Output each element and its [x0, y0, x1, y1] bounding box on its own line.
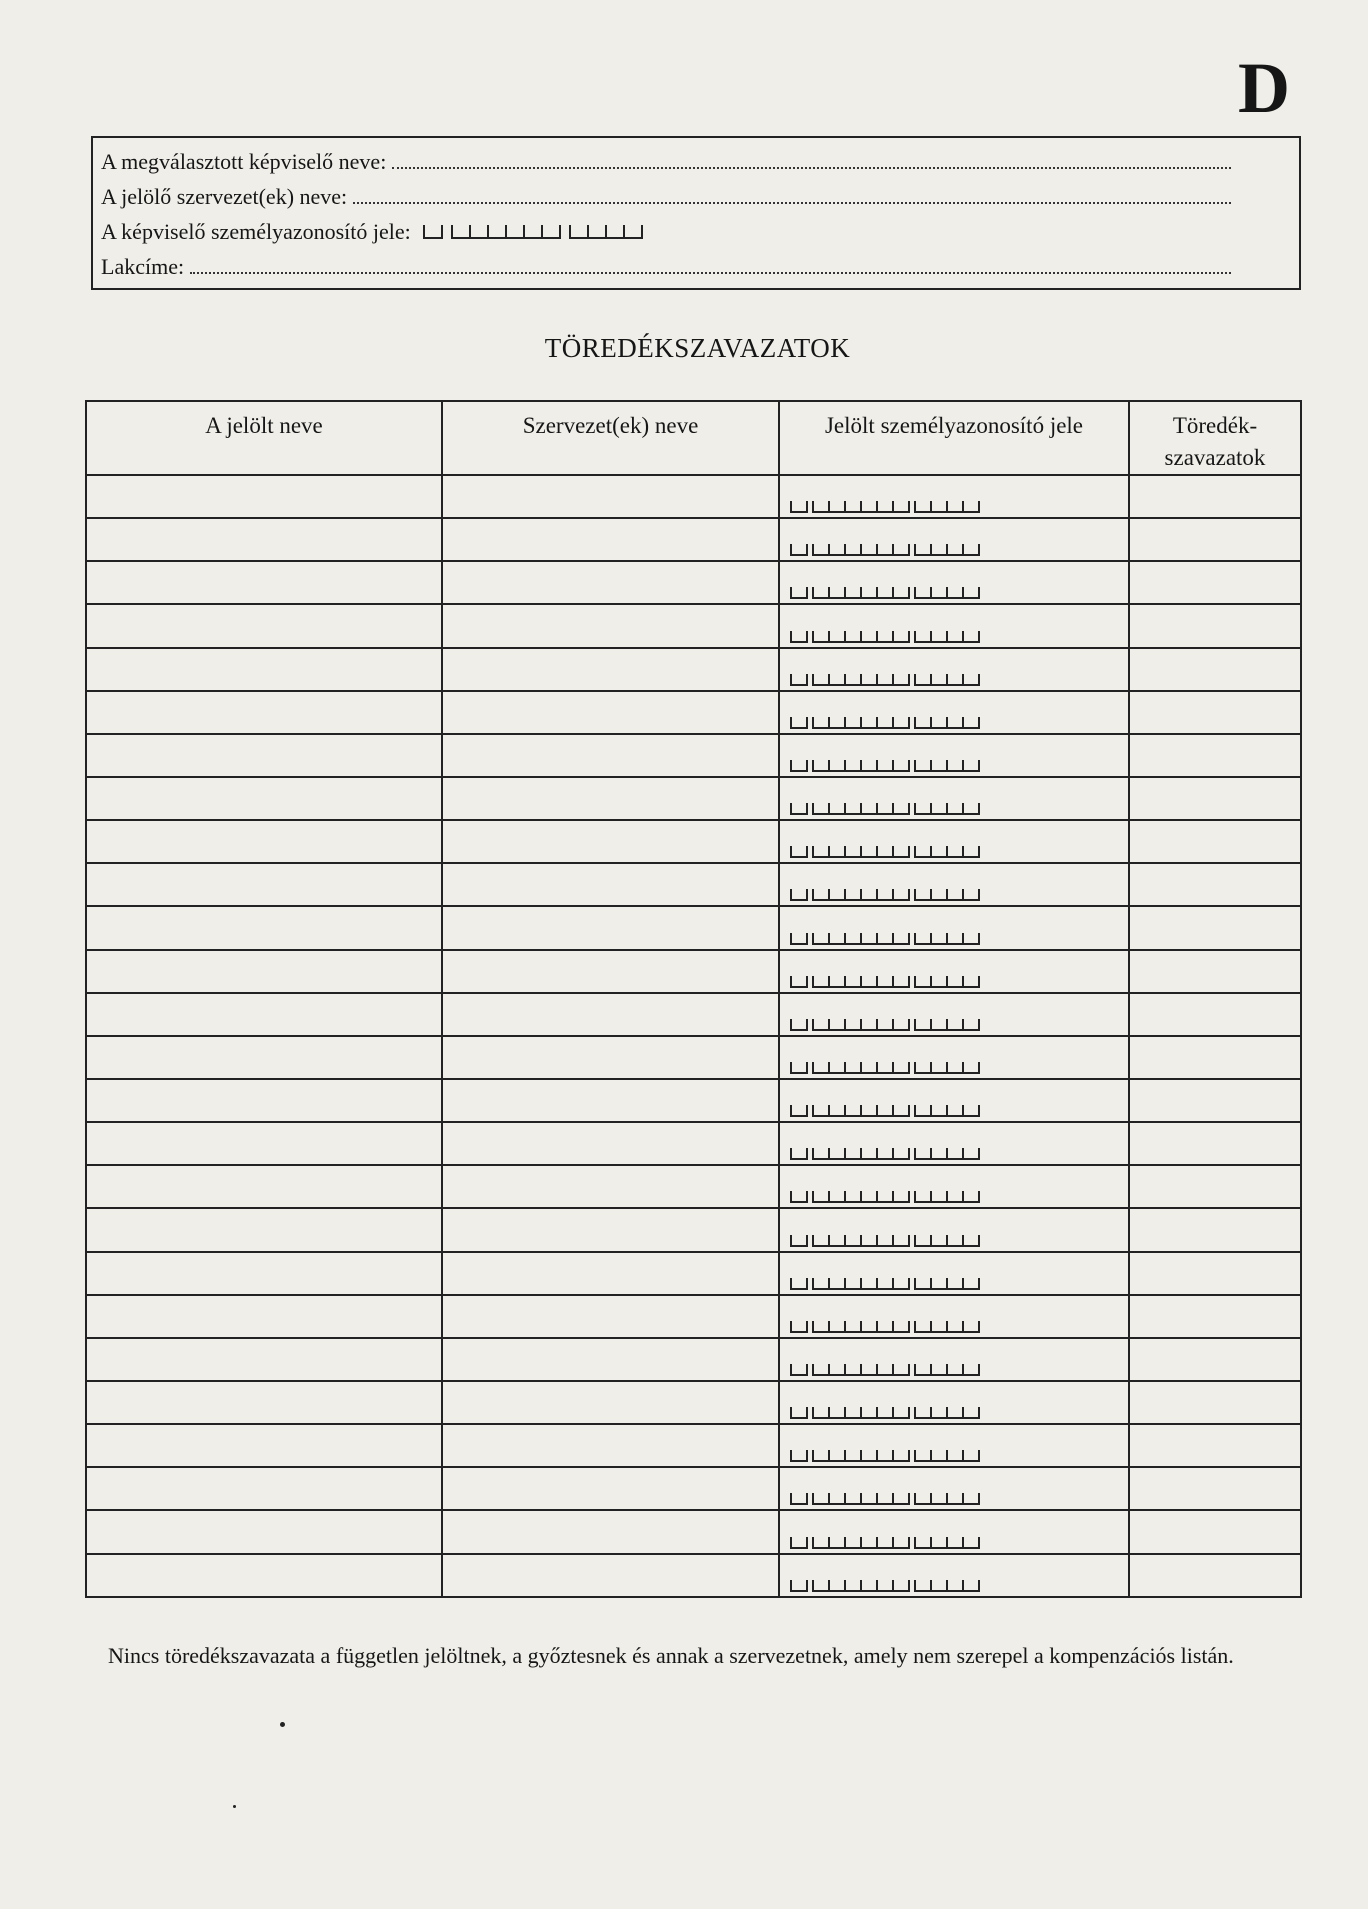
candidate-id-cell[interactable]	[779, 906, 1129, 949]
fractional-votes-cell[interactable]	[1129, 993, 1301, 1036]
candidate-id-cell[interactable]	[779, 1165, 1129, 1208]
representative-id-label: A képviselő személyazonosító jele:	[101, 219, 411, 244]
organization-name-cell[interactable]	[442, 1295, 779, 1338]
table-row	[86, 1467, 1301, 1510]
organization-name-cell[interactable]	[442, 820, 779, 863]
paper-speck	[233, 1805, 236, 1808]
organization-name-cell[interactable]	[442, 1467, 779, 1510]
candidate-id-cell[interactable]	[779, 1122, 1129, 1165]
candidate-id-cell[interactable]	[779, 1252, 1129, 1295]
candidate-name-cell[interactable]	[86, 648, 442, 691]
fractional-votes-cell[interactable]	[1129, 820, 1301, 863]
organization-name-cell[interactable]	[442, 863, 779, 906]
candidate-name-cell[interactable]	[86, 1338, 442, 1381]
page-letter: D	[1238, 48, 1290, 128]
candidate-name-cell[interactable]	[86, 1510, 442, 1553]
fractional-votes-cell[interactable]	[1129, 1510, 1301, 1553]
table-row	[86, 820, 1301, 863]
fractional-votes-cell[interactable]	[1129, 1467, 1301, 1510]
id-digit-boxes[interactable]	[780, 889, 1128, 905]
nominating-org-line	[101, 175, 1291, 210]
candidate-name-cell[interactable]	[86, 691, 442, 734]
table-row	[86, 691, 1301, 734]
candidate-name-cell[interactable]	[86, 1424, 442, 1467]
organization-name-cell[interactable]	[442, 1381, 779, 1424]
candidate-name-cell[interactable]	[86, 1036, 442, 1079]
fractional-votes-cell[interactable]	[1129, 950, 1301, 993]
table-row	[86, 1424, 1301, 1467]
candidate-name-cell[interactable]	[86, 1381, 442, 1424]
organization-name-cell[interactable]	[442, 777, 779, 820]
organization-name-cell[interactable]	[442, 734, 779, 777]
nominating-org-field[interactable]	[353, 198, 1231, 204]
id-digit-boxes[interactable]	[780, 1191, 1128, 1207]
table-row	[86, 604, 1301, 647]
candidate-id-cell[interactable]	[779, 1295, 1129, 1338]
document-title: TÖREDÉKSZAVAZATOK	[544, 333, 851, 363]
table-row	[86, 1122, 1301, 1165]
organization-name-cell[interactable]	[442, 1424, 779, 1467]
representative-name-field[interactable]	[392, 163, 1231, 169]
id-digit-boxes[interactable]	[780, 1105, 1128, 1121]
organization-name-cell[interactable]	[442, 648, 779, 691]
id-digit-boxes[interactable]	[780, 1278, 1128, 1294]
fractional-votes-cell[interactable]	[1129, 1165, 1301, 1208]
candidate-name-cell[interactable]	[86, 475, 442, 518]
organization-name-cell[interactable]	[442, 604, 779, 647]
candidate-name-cell[interactable]	[86, 777, 442, 820]
id-digit-boxes[interactable]	[780, 587, 1128, 603]
id-digit-boxes[interactable]	[780, 1321, 1128, 1337]
id-digit-boxes[interactable]	[780, 1019, 1128, 1035]
representative-info-box	[91, 136, 1301, 290]
organization-name-cell[interactable]	[442, 1165, 779, 1208]
candidate-name-cell[interactable]	[86, 1122, 442, 1165]
candidate-name-cell[interactable]	[86, 604, 442, 647]
candidate-name-cell[interactable]	[86, 561, 442, 604]
table-row	[86, 777, 1301, 820]
id-digit-boxes[interactable]	[780, 933, 1128, 949]
organization-name-cell[interactable]	[442, 950, 779, 993]
fractional-votes-cell[interactable]	[1129, 648, 1301, 691]
table-row	[86, 648, 1301, 691]
table-row	[86, 950, 1301, 993]
fractional-votes-cell[interactable]	[1129, 1122, 1301, 1165]
id-digit-boxes[interactable]	[780, 760, 1128, 776]
table-row	[86, 734, 1301, 777]
candidate-name-cell[interactable]	[86, 993, 442, 1036]
candidate-id-cell[interactable]	[779, 518, 1129, 561]
fractional-votes-cell[interactable]	[1129, 1554, 1301, 1597]
id-digit-boxes[interactable]	[780, 1407, 1128, 1423]
fractional-votes-cell[interactable]	[1129, 604, 1301, 647]
organization-name-cell[interactable]	[442, 561, 779, 604]
candidate-name-cell[interactable]	[86, 734, 442, 777]
representative-id-line	[101, 210, 1291, 245]
table-row	[86, 993, 1301, 1036]
id-digit-boxes[interactable]	[780, 1062, 1128, 1078]
table-row	[86, 863, 1301, 906]
candidate-id-cell[interactable]	[779, 1510, 1129, 1553]
organization-name-cell[interactable]	[442, 1252, 779, 1295]
representative-name-line	[101, 140, 1291, 175]
candidate-id-cell[interactable]	[779, 691, 1129, 734]
id-digit-boxes[interactable]	[780, 1493, 1128, 1509]
id-digit-boxes[interactable]	[780, 1580, 1128, 1596]
fractional-votes-cell[interactable]	[1129, 1252, 1301, 1295]
table-row	[86, 1554, 1301, 1597]
candidate-name-cell[interactable]	[86, 950, 442, 993]
organization-name-cell[interactable]	[442, 475, 779, 518]
id-digit-boxes[interactable]	[780, 846, 1128, 862]
fractional-votes-cell[interactable]	[1129, 906, 1301, 949]
address-line	[101, 245, 1291, 280]
fractional-votes-cell[interactable]	[1129, 691, 1301, 734]
id-digit-boxes[interactable]	[780, 1148, 1128, 1164]
paper-speck	[280, 1722, 285, 1727]
organization-name-cell[interactable]	[442, 1036, 779, 1079]
fractional-votes-cell[interactable]	[1129, 734, 1301, 777]
fractional-votes-cell[interactable]	[1129, 777, 1301, 820]
table-row	[86, 561, 1301, 604]
organization-name-cell[interactable]	[442, 1079, 779, 1122]
table-row	[86, 906, 1301, 949]
candidate-name-cell[interactable]	[86, 1295, 442, 1338]
fractional-votes-cell[interactable]	[1129, 1338, 1301, 1381]
candidate-id-cell[interactable]	[779, 777, 1129, 820]
candidate-name-cell[interactable]	[86, 820, 442, 863]
address-field[interactable]	[190, 268, 1231, 274]
candidate-name-cell[interactable]	[86, 1467, 442, 1510]
id-digit-boxes[interactable]	[780, 1537, 1128, 1553]
table-row	[86, 1165, 1301, 1208]
organization-name-cell[interactable]	[442, 1338, 779, 1381]
organization-name-cell[interactable]	[442, 1510, 779, 1553]
table-row	[86, 518, 1301, 561]
candidate-id-cell[interactable]	[779, 561, 1129, 604]
table-row	[86, 1295, 1301, 1338]
representative-id-field[interactable]	[423, 225, 651, 239]
candidate-id-cell[interactable]	[779, 475, 1129, 518]
id-digit-boxes[interactable]	[780, 544, 1128, 560]
column-header-fractional-votes: Töredék- szavazatok	[1129, 401, 1301, 475]
fractional-votes-cell[interactable]	[1129, 863, 1301, 906]
id-digit-boxes[interactable]	[780, 1364, 1128, 1380]
id-digit-boxes[interactable]	[780, 1450, 1128, 1466]
table-row	[86, 1036, 1301, 1079]
fractional-votes-cell[interactable]	[1129, 475, 1301, 518]
id-digit-boxes[interactable]	[780, 717, 1128, 733]
organization-name-cell[interactable]	[442, 1208, 779, 1251]
candidate-id-cell[interactable]	[779, 1338, 1129, 1381]
candidate-id-cell[interactable]	[779, 1208, 1129, 1251]
fractional-votes-cell[interactable]	[1129, 1295, 1301, 1338]
fractional-votes-cell[interactable]	[1129, 1079, 1301, 1122]
candidate-id-cell[interactable]	[779, 1079, 1129, 1122]
id-digit-boxes[interactable]	[780, 631, 1128, 647]
organization-name-cell[interactable]	[442, 1554, 779, 1597]
candidate-id-cell[interactable]	[779, 863, 1129, 906]
table-row	[86, 475, 1301, 518]
candidate-id-cell[interactable]	[779, 993, 1129, 1036]
candidate-name-cell[interactable]	[86, 518, 442, 561]
candidate-id-cell[interactable]	[779, 1424, 1129, 1467]
candidate-name-cell[interactable]	[86, 1208, 442, 1251]
candidate-id-cell[interactable]	[779, 950, 1129, 993]
candidate-name-cell[interactable]	[86, 1079, 442, 1122]
column-header-organization-name: Szervezet(ek) neve	[442, 401, 779, 475]
candidate-name-cell[interactable]	[86, 863, 442, 906]
candidate-name-cell[interactable]	[86, 1554, 442, 1597]
id-digit-boxes[interactable]	[780, 674, 1128, 690]
candidate-name-cell[interactable]	[86, 1252, 442, 1295]
id-digit-boxes[interactable]	[780, 803, 1128, 819]
fractional-votes-cell[interactable]	[1129, 518, 1301, 561]
table-row	[86, 1208, 1301, 1251]
candidate-id-cell[interactable]	[779, 820, 1129, 863]
candidate-id-cell[interactable]	[779, 648, 1129, 691]
fractional-votes-cell[interactable]	[1129, 1424, 1301, 1467]
fractional-votes-cell[interactable]	[1129, 1381, 1301, 1424]
table-row	[86, 1510, 1301, 1553]
id-digit-boxes[interactable]	[780, 976, 1128, 992]
candidate-id-cell[interactable]	[779, 604, 1129, 647]
table-row	[86, 1079, 1301, 1122]
fractional-votes-cell[interactable]	[1129, 1208, 1301, 1251]
table-row	[86, 1338, 1301, 1381]
representative-name-label: A megválasztott képviselő neve:	[101, 149, 387, 174]
fractional-votes-cell[interactable]	[1129, 1036, 1301, 1079]
candidate-name-cell[interactable]	[86, 906, 442, 949]
candidate-id-cell[interactable]	[779, 1554, 1129, 1597]
fractional-votes-cell[interactable]	[1129, 561, 1301, 604]
candidate-name-cell[interactable]	[86, 1165, 442, 1208]
address-label: Lakcíme:	[101, 254, 185, 279]
id-digit-boxes[interactable]	[780, 1235, 1128, 1251]
fractional-votes-table	[85, 400, 1302, 1598]
nominating-org-label: A jelölő szervezet(ek) neve:	[101, 184, 348, 209]
column-header-candidate-id: Jelölt személyazonosító jele	[779, 401, 1129, 475]
candidate-id-cell[interactable]	[779, 1036, 1129, 1079]
table-row	[86, 1381, 1301, 1424]
organization-name-cell[interactable]	[442, 1122, 779, 1165]
candidate-id-cell[interactable]	[779, 1467, 1129, 1510]
organization-name-cell[interactable]	[442, 691, 779, 734]
organization-name-cell[interactable]	[442, 906, 779, 949]
footnote: Nincs töredékszavazata a független jelöltnek, a győztesnek és annak a szervezetnek, amely nem szerepel a kompenzációs listán.	[108, 1643, 1234, 1668]
organization-name-cell[interactable]	[442, 993, 779, 1036]
column-header-candidate-name: A jelölt neve	[86, 401, 442, 475]
candidate-id-cell[interactable]	[779, 734, 1129, 777]
candidate-id-cell[interactable]	[779, 1381, 1129, 1424]
table-row	[86, 1252, 1301, 1295]
organization-name-cell[interactable]	[442, 518, 779, 561]
id-digit-boxes[interactable]	[780, 501, 1128, 517]
